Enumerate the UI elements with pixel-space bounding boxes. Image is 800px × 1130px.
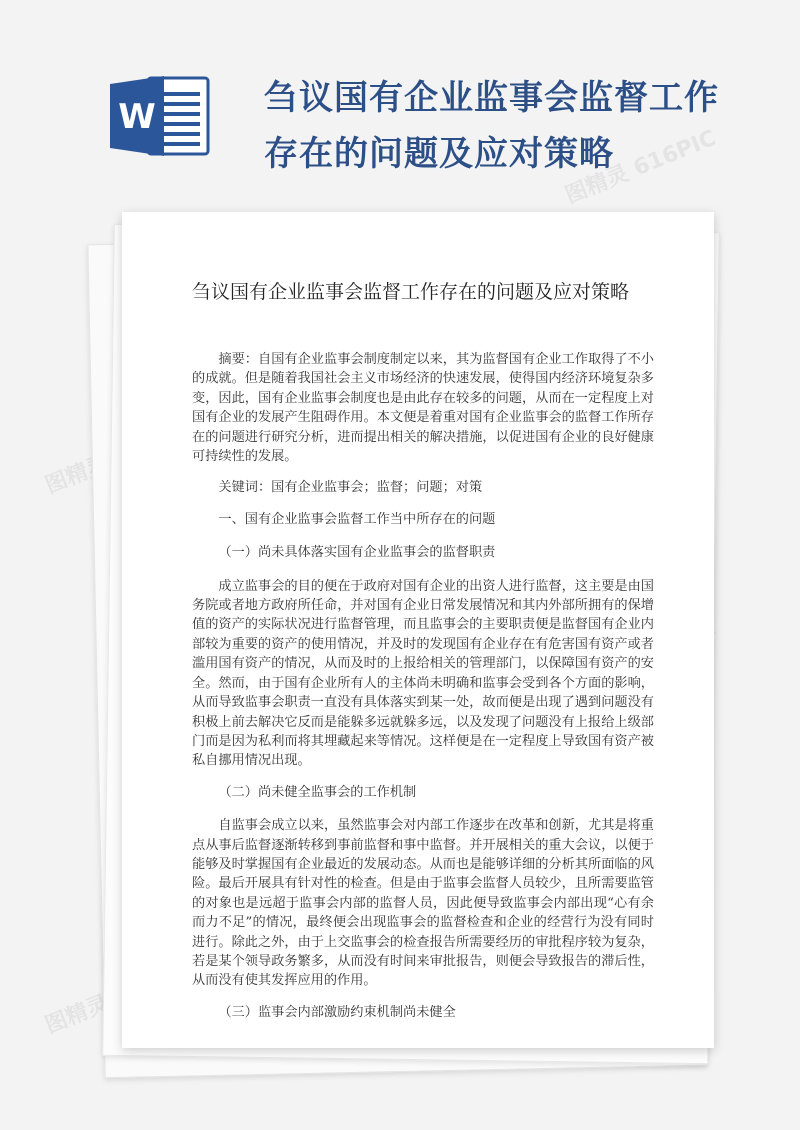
document-body xyxy=(192,350,654,1036)
subsection-heading: （一）尚未具体落实国有企业监事会的监督职责 xyxy=(218,545,496,561)
subsection-heading: （三）监事会内部激励约束机制尚未健全 xyxy=(218,1004,456,1020)
body-paragraph: 自监事会成立以来，虽然监事会对内部工作逐步在改革和创新，尤其是将重点从事后监督逐渐转移到事前监督和事中监督。并开展相关的重大会议，以便于能够及时掌握国有企业最近的发展动态。从而也是能够详细的分析其所面临的风险。最后开展具有针对性的检查。但是由于监事会监督人员较少，且所需要监管的对象也是远超于监事会内部的监督人员，因此便导致监事会内部出现“心有余而力不足”的情况，最终便会出现监事会的监督检查和企业的经营行为没有同时进行。除此之外，由于上交监事会的检查报告所需要经历的审批程序较为复杂，若是某个领导政务繁多，从而没有时间来审批报告，则便会导致报告的滞后性，从而没有使其发挥应用的作用。 xyxy=(192,818,654,989)
word-document-icon xyxy=(108,72,212,160)
watermark: 图精灵 xyxy=(41,991,113,1039)
abstract-paragraph: 摘要：自国有企业监事会制度制定以来，其为监督国有企业工作取得了不小的成就。但是随着我国社会主义市场经济的快速发展，使得国内经济环境复杂多变，因此，国有企业监事会制度也是由此存在较多的问题，从而在一定程度上对国有企业的发展产生阻碍作用。本文便是着重对国有企业监事会的监督工作所存在的问题进行研究分析，进而提出相关的解决措施，以促进国有企业的良好健康可持续性的发展。 xyxy=(192,352,654,465)
body-paragraph: 成立监事会的目的便在于政府对国有企业的出资人进行监督，这主要是由国务院或者地方政府所任命，并对国有企业日常发展情况和其内外部所拥有的保增值的资产的实际状况进行监督管理，而且监事会的主要职责便是监督国有企业内部较为重要的资产的使用情况，并及时的发现国有企业存在有危害国有资产或者滥用国有资产的情况，从而及时的上报给相关的管理部门，以保障国有资产的安全。然而，由于国有企业所有人的主体尚未明确和监事会受到各个方面的影响，从而导致监事会职责一直没有具体落实到某一处，故而便是出现了遇到问题没有积极上前去解决它反而是能躲多远就躲多远，以及发现了问题没有上报给上级部门而是因为私利而将其埋藏起来等情况。这样便是在一定程度上导致国有资产被私自挪用情况出现。 xyxy=(192,578,654,769)
section-heading: 一、国有企业监事会监督工作当中所存在的问题 xyxy=(218,511,496,527)
watermark: 图精灵 616PIC xyxy=(561,125,720,209)
word-icon-letter: W xyxy=(118,97,156,137)
subsection-heading: （二）尚未健全监事会的工作机制 xyxy=(218,784,417,800)
document-title: 刍议国有企业监事会监督工作存在的问题及应对策略 xyxy=(192,281,630,303)
document-page xyxy=(122,212,714,1048)
header-title: 刍议国有企业监事会监督工作存在的问题及应对策略 xyxy=(264,78,719,174)
watermark: 图精灵 xyxy=(41,451,113,499)
keywords-paragraph: 关键词：国有企业监事会；监督；问题；对策 xyxy=(218,480,483,496)
